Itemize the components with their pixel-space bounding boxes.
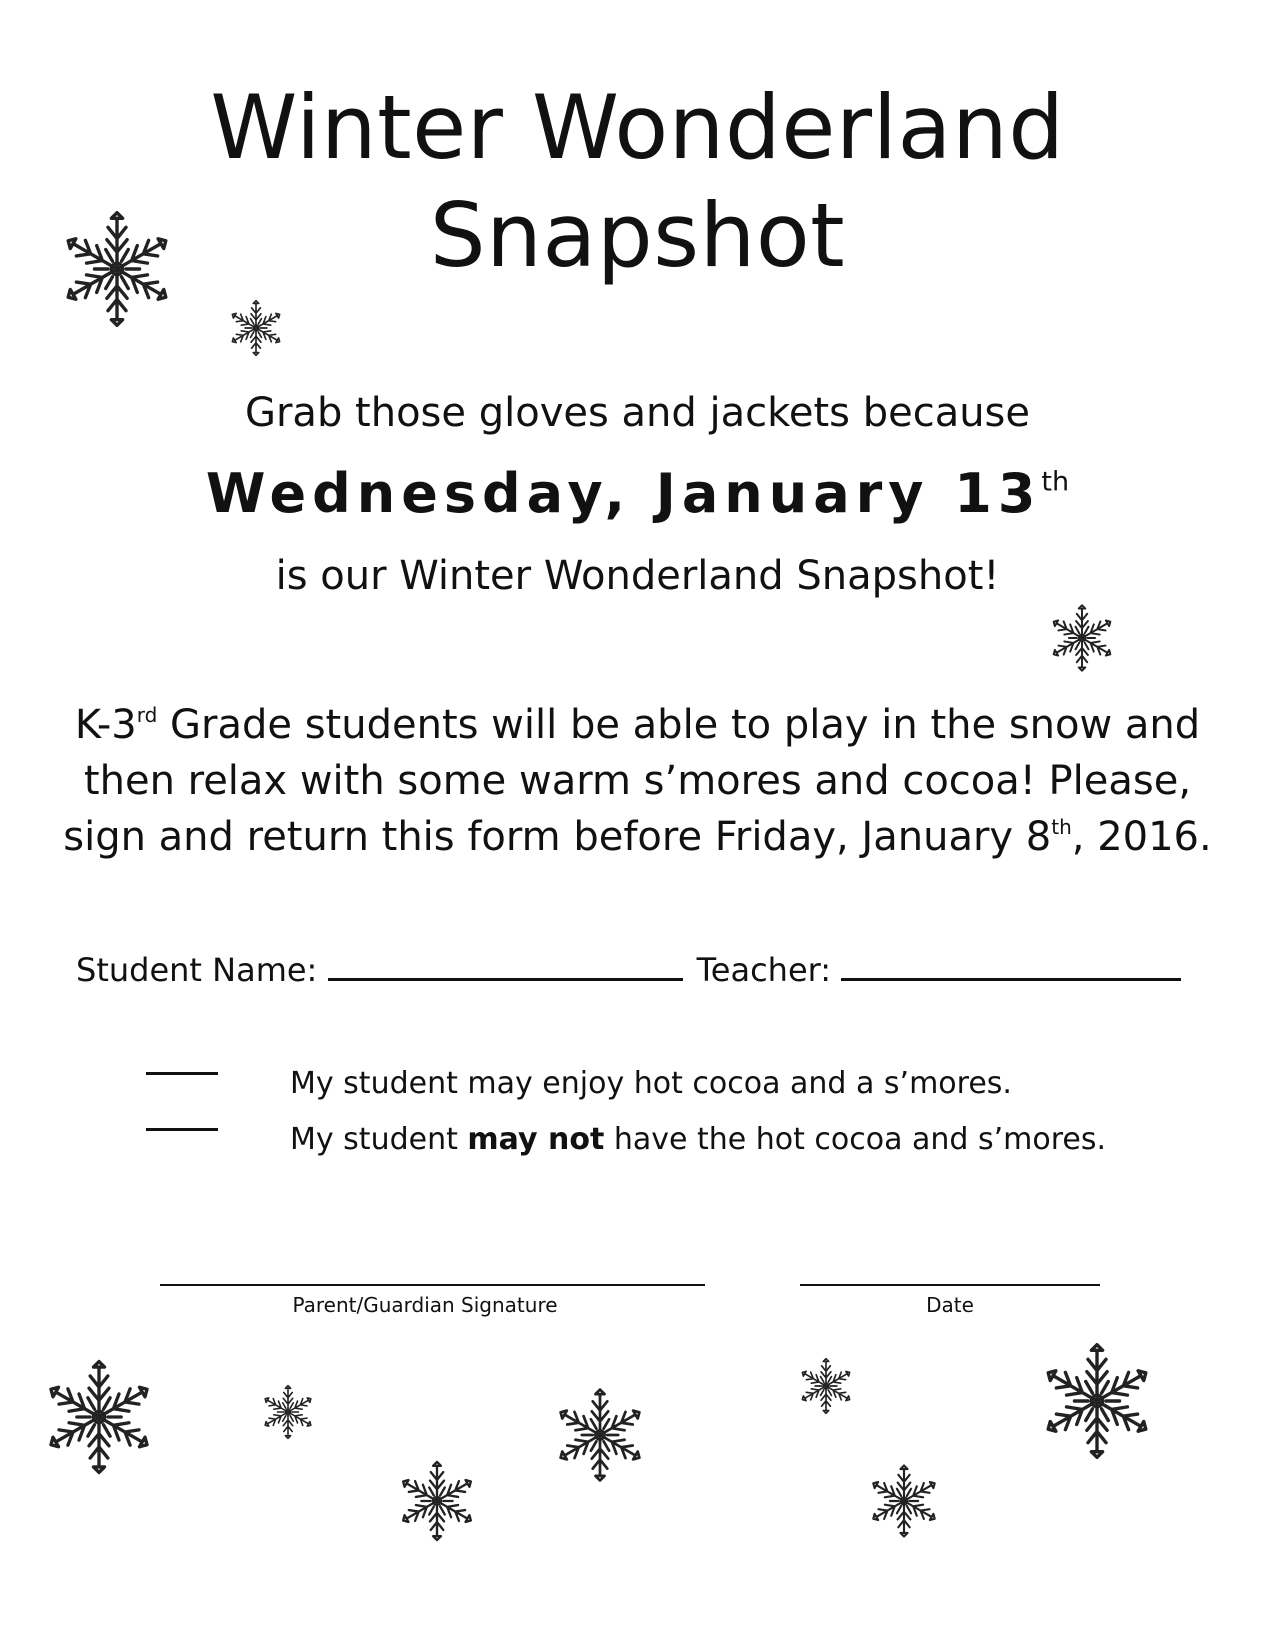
deadline-suffix: th xyxy=(1051,815,1072,839)
info-paragraph xyxy=(0,697,1275,865)
snowflake-icon xyxy=(226,298,286,358)
intro-text: Grab those gloves and jackets because xyxy=(244,390,1031,436)
page-title xyxy=(0,74,1275,290)
teacher-field[interactable] xyxy=(841,948,1181,981)
event-date-suffix: th xyxy=(1041,466,1070,498)
grade-range: K-3 xyxy=(74,702,137,748)
student-name-label: Student Name: xyxy=(76,951,318,989)
info-line-1-text: Grade students will be able to play in the snow and xyxy=(157,702,1201,748)
snowflake-icon xyxy=(1035,1333,1159,1469)
title-line-2: Snapshot xyxy=(429,184,846,287)
event-date xyxy=(0,462,1275,525)
intro-after-text: is our Winter Wonderland Snapshot! xyxy=(275,553,1000,599)
option-1-checkbox-blank[interactable] xyxy=(146,1072,218,1075)
info-line-2: then relax with some warm s’mores and cocoa! Please, xyxy=(83,758,1192,804)
deadline-year: , 2016. xyxy=(1071,814,1212,860)
option-2-checkbox-blank[interactable] xyxy=(146,1128,218,1131)
parent-signature-line[interactable] xyxy=(160,1284,705,1286)
info-line-1 xyxy=(0,697,1275,753)
student-name-field[interactable] xyxy=(328,948,683,981)
grade-suffix: rd xyxy=(136,703,158,727)
option-2-after: have the hot cocoa and s’mores. xyxy=(604,1122,1107,1157)
snowflake-icon xyxy=(865,1462,943,1540)
snowflake-icon xyxy=(258,1383,318,1441)
date-line[interactable] xyxy=(800,1284,1100,1286)
deadline-text: sign and return this form before Friday, January 8 xyxy=(63,814,1052,860)
teacher-label: Teacher: xyxy=(696,951,832,989)
option-1-text: My student may enjoy hot cocoa and a s’mores. xyxy=(290,1066,1012,1101)
option-2-emphasis: may not xyxy=(467,1122,605,1157)
info-line-3 xyxy=(0,809,1275,865)
date-label: Date xyxy=(926,1293,974,1317)
snowflake-icon xyxy=(1043,602,1121,674)
snowflake-icon xyxy=(55,202,179,336)
snowflake-icon xyxy=(796,1356,856,1416)
snowflake-icon xyxy=(38,1352,160,1482)
option-2-before: My student xyxy=(290,1122,468,1157)
student-info-row xyxy=(76,948,1181,989)
snowflake-icon xyxy=(548,1385,652,1485)
option-2-text xyxy=(290,1122,1106,1157)
event-date-main: Wednesday, January 13 xyxy=(205,462,1042,525)
title-line-1: Winter Wonderland xyxy=(210,76,1065,179)
parent-signature-label: Parent/Guardian Signature xyxy=(292,1293,558,1317)
snowflake-icon xyxy=(394,1457,480,1545)
